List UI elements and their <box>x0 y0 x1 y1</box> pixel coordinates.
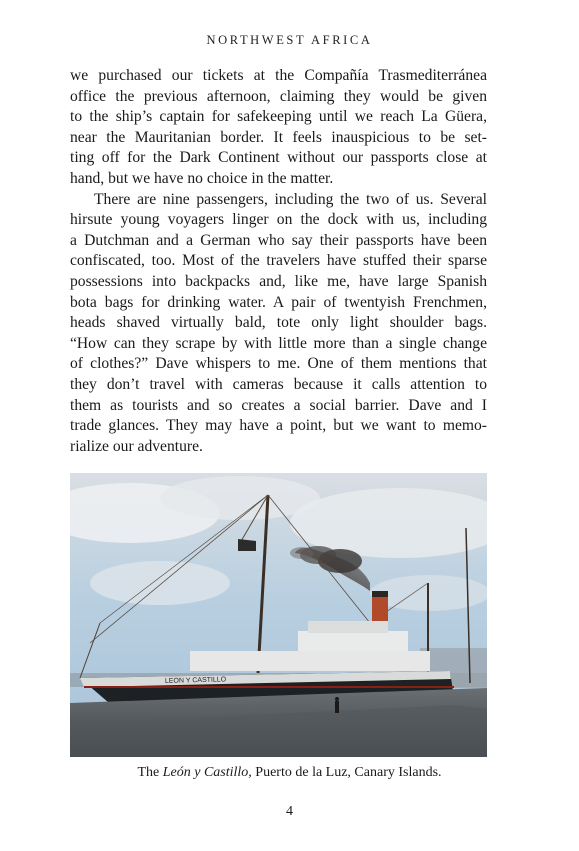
text-line: to the ship’s captain for safekeeping until we reach La Güera, <box>70 108 487 126</box>
text-line: rialize our adventure. <box>70 437 203 455</box>
text-line: confiscated, too. Most of the travelers have stuffed their sparse <box>70 252 487 270</box>
text-line: ting off for the Dark Continent without our passports close at <box>70 149 487 167</box>
body-text <box>70 66 487 457</box>
text-line: them as tourists and so creates a social barrier. Dave and I <box>70 396 487 414</box>
text-line: of clothes?” Dave whispers to me. One of them mentions that <box>70 355 487 373</box>
text-line: There are nine passengers, including the two of us. Several <box>94 190 487 208</box>
text-line: bota bags for drinking water. A pair of twentyish Frenchmen, <box>70 293 487 311</box>
running-head: NORTHWEST AFRICA <box>206 33 373 47</box>
text-line: trade glances. They may have a point, but we want to memo- <box>70 417 487 435</box>
text-line: they don’t travel with cameras because it calls attention to <box>70 375 487 393</box>
text-line: office the previous afternoon, claiming they would be given <box>70 87 487 105</box>
photo-caption <box>0 765 579 781</box>
text-line: “How can they scrape by with little more than a single change <box>70 334 487 352</box>
paragraph-1 <box>70 66 487 190</box>
caption-prefix: The <box>137 765 163 780</box>
text-line: a Dutchman and a German who say their passports have been <box>70 231 487 249</box>
caption-suffix: Puerto de la Luz, Canary Islands. <box>251 765 442 780</box>
text-line: hirsute young voyagers linger on the dock with us, including <box>70 211 487 229</box>
page-number: 4 <box>286 804 293 819</box>
text-line: we purchased our tickets at the Compañía Trasmediterránea <box>70 67 487 84</box>
ship-photograph <box>70 473 487 757</box>
text-line: near the Mauritanian border. It feels inauspicious to be set- <box>70 128 487 146</box>
caption-ship-name: León y Castillo, <box>162 765 252 780</box>
hull-lettering: LEON Y CASTILLO <box>164 676 227 685</box>
paragraph-2 <box>70 190 487 458</box>
text-line: possessions into backpacks and, like me, have large Spanish <box>70 272 487 290</box>
text-line: heads shaved virtually bald, tote only light shoulder bags. <box>70 314 487 332</box>
text-line: hand, but we have no choice in the matter. <box>70 169 334 187</box>
